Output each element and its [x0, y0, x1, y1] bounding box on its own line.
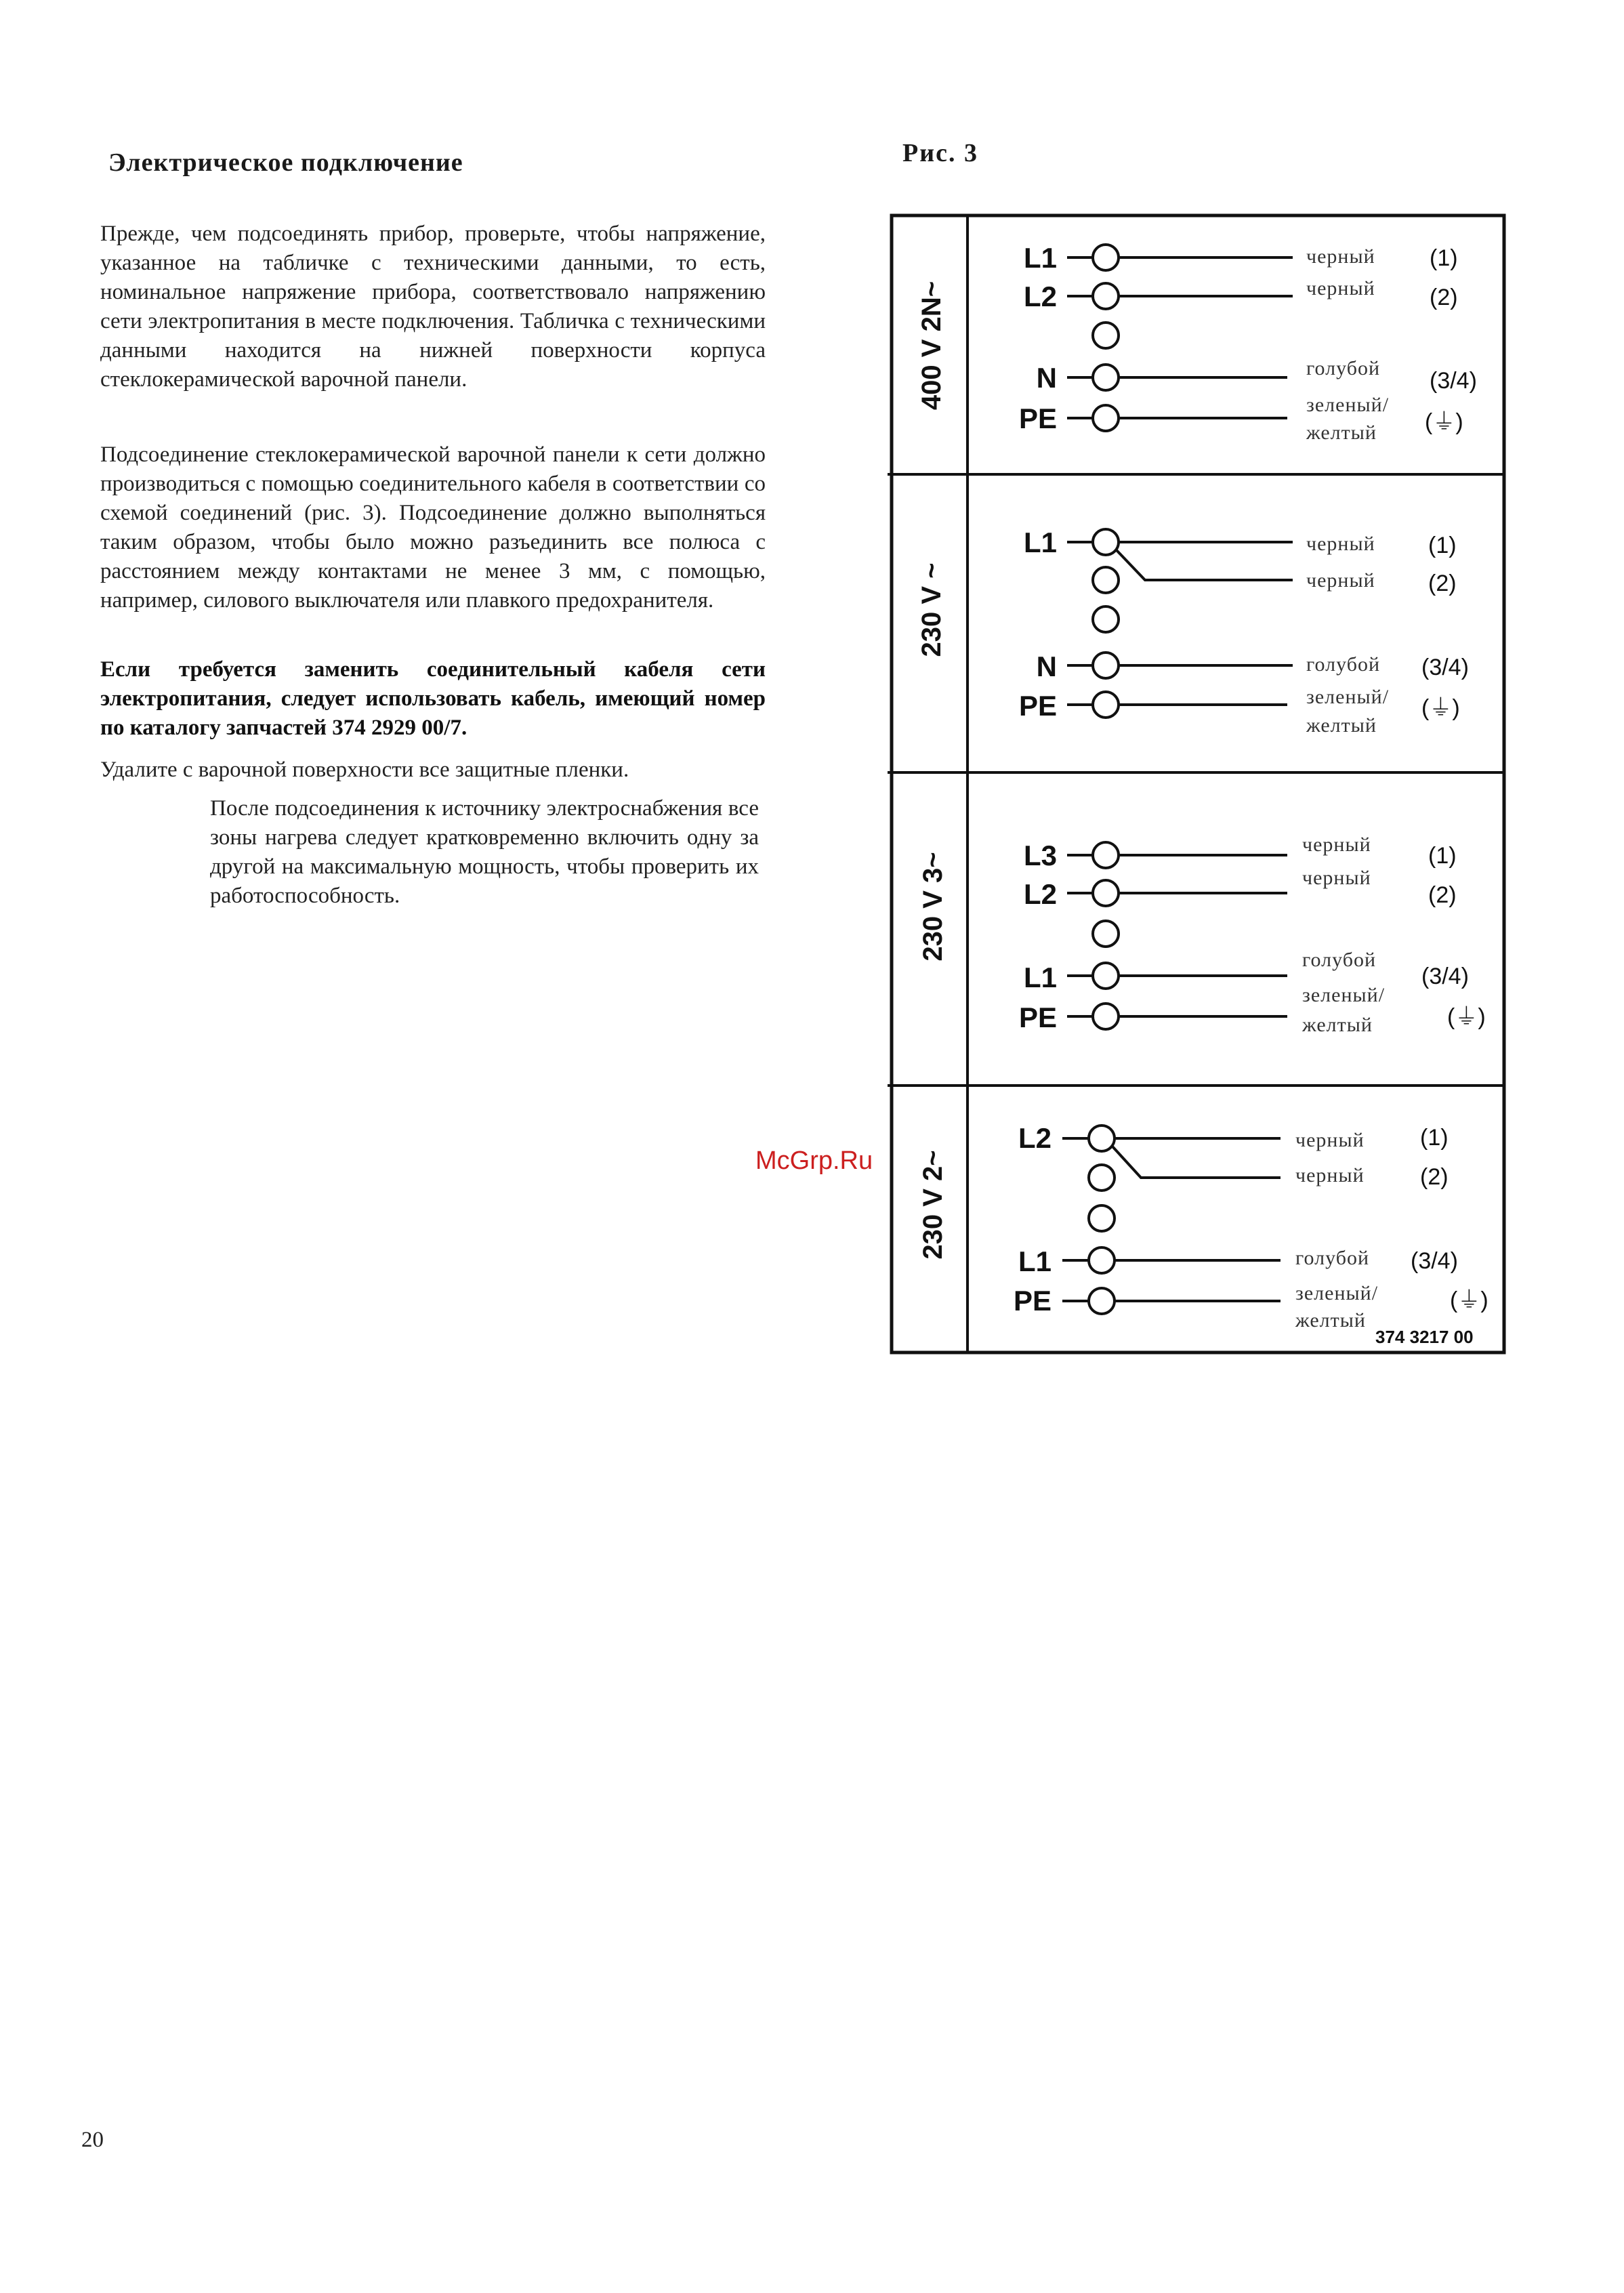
wire-number: (1)	[1428, 533, 1457, 558]
wire-color-label: зеленый/	[1302, 984, 1386, 1006]
terminal-circle	[1089, 1205, 1115, 1231]
terminal-circle	[1093, 963, 1119, 989]
ground-symbol: (⏚)	[1450, 1287, 1488, 1313]
terminal-label: L2	[1023, 878, 1057, 910]
jumper-wire	[1112, 1146, 1281, 1178]
wire-color-label: желтый	[1306, 714, 1377, 737]
terminal-label: N	[1036, 362, 1057, 394]
ground-symbol: (⏚)	[1421, 695, 1460, 721]
paragraph-protective-film: Удалите с варочной поверхности все защитные пленки.	[100, 758, 629, 782]
wire-color-label: желтый	[1295, 1309, 1366, 1331]
wire-color-label: зеленый/	[1295, 1282, 1379, 1304]
diagram-frame	[892, 215, 1504, 1352]
wire-color-label: черный	[1306, 533, 1375, 555]
section-heading: Электрическое подключение	[108, 148, 463, 177]
wire-number: (2)	[1428, 882, 1457, 908]
wire-number: (2)	[1420, 1164, 1449, 1190]
wire-number: (3/4)	[1411, 1248, 1458, 1274]
wire-color-label: голубой	[1306, 357, 1381, 379]
terminal-label: N	[1036, 650, 1057, 682]
wire-color-label: черный	[1302, 867, 1371, 889]
ground-symbol: (⏚)	[1425, 409, 1463, 435]
terminal-label: L1	[1023, 242, 1057, 274]
terminal-circle	[1089, 1165, 1115, 1191]
wire-color-label: черный	[1302, 833, 1371, 856]
terminal-circle	[1089, 1247, 1115, 1273]
paragraph-connection-cable: Подсоединение стеклокерамической варочной панели к сети должно производиться с помощью соединительного кабеля в соответствии со схемой соединений (рис. 3). Подсоединение должно выполняться таким образом, чтобы было можно разъединить все полюса с расстоянием между контактами не менее 3 мм, с помощью, например, силового выключателя или плавкого предохранителя.	[100, 442, 766, 613]
terminal-circle	[1093, 405, 1119, 431]
terminal-label: PE	[1018, 402, 1057, 434]
wire-color-label: черный	[1306, 277, 1375, 299]
wire-number: (3/4)	[1421, 655, 1469, 680]
section-230v-2	[918, 1122, 1488, 1347]
wire-color-label: желтый	[1302, 1014, 1373, 1036]
terminal-circle	[1093, 567, 1119, 593]
paragraph-voltage-check: Прежде, чем подсоединять прибор, проверьте, чтобы напряжение, указанное на табличке с техническими данными, то есть, номинальное напряжение прибора, соответствовало напряжению сети электропитания в месте подключения. Табличка с техническими данными находится на нижней поверхности корпуса стеклокерамической варочной панели.	[100, 222, 766, 392]
terminal-circle	[1093, 606, 1119, 632]
terminal-label: L2	[1023, 281, 1057, 312]
terminal-label: PE	[1013, 1285, 1052, 1317]
section-label: 230 V 3~	[918, 852, 948, 962]
wire-number: (1)	[1420, 1125, 1449, 1151]
wire-color-label: желтый	[1306, 421, 1377, 444]
wire-color-label: голубой	[1295, 1247, 1370, 1269]
watermark: McGrp.Ru	[755, 1146, 873, 1175]
wire-number: (3/4)	[1430, 368, 1477, 394]
ground-symbol: (⏚)	[1447, 1004, 1486, 1030]
paragraph-cable-replacement: Если требуется заменить соединительный кабеля сети электропитания, следует использовать кабель, имеющий номер по каталогу запчастей 374 2929 00/7.	[100, 657, 766, 740]
terminal-circle	[1093, 529, 1119, 555]
diagram-reference-number: 374 3217 00	[1375, 1327, 1474, 1347]
terminal-label: PE	[1018, 690, 1057, 722]
wire-color-label: черный	[1306, 569, 1375, 592]
terminal-label: PE	[1018, 1001, 1057, 1033]
section-400v-2n	[917, 242, 1477, 444]
terminal-circle	[1093, 245, 1119, 270]
section-label: 400 V 2N~	[917, 281, 946, 411]
wire-color-label: черный	[1295, 1164, 1365, 1186]
terminal-circle	[1093, 365, 1119, 390]
wire-color-label: зеленый/	[1306, 394, 1390, 416]
wire-color-label: черный	[1295, 1129, 1365, 1151]
terminal-circle	[1093, 1004, 1119, 1029]
wire-number: (2)	[1428, 571, 1457, 596]
terminal-circle	[1089, 1125, 1115, 1151]
terminal-circle	[1093, 921, 1119, 947]
section-label: 230 V 2~	[918, 1150, 948, 1260]
wire-color-label: голубой	[1302, 949, 1377, 971]
terminal-label: L2	[1018, 1122, 1052, 1154]
terminal-circle	[1089, 1288, 1115, 1314]
terminal-circle	[1093, 283, 1119, 309]
terminal-label: L1	[1018, 1245, 1052, 1277]
wire-number: (1)	[1428, 843, 1457, 869]
wire-color-label: черный	[1306, 245, 1375, 268]
terminal-label: L3	[1023, 840, 1057, 871]
wire-color-label: зеленый/	[1306, 686, 1390, 708]
figure-title: Рис. 3	[902, 139, 978, 167]
wire-number: (2)	[1430, 285, 1458, 310]
section-230v	[917, 526, 1469, 737]
jumper-wire	[1117, 550, 1293, 580]
terminal-circle	[1093, 880, 1119, 906]
terminal-label: L1	[1023, 962, 1057, 993]
section-label: 230 V ~	[917, 562, 946, 657]
terminal-circle	[1093, 692, 1119, 718]
terminal-circle	[1093, 653, 1119, 678]
wire-number: (1)	[1430, 245, 1458, 271]
wire-color-label: голубой	[1306, 653, 1381, 676]
terminal-circle	[1093, 323, 1119, 348]
terminal-circle	[1093, 842, 1119, 868]
wire-number: (3/4)	[1421, 964, 1469, 989]
terminal-label: L1	[1023, 526, 1057, 558]
section-230v-3	[918, 833, 1486, 1036]
paragraph-test-zones: После подсоединения к источнику электроснабжения все зоны нагрева следует кратковременно включить одну за другой на максимальную мощность, чтобы проверить их работоспособность.	[210, 796, 759, 908]
page-number: 20	[81, 2128, 104, 2152]
